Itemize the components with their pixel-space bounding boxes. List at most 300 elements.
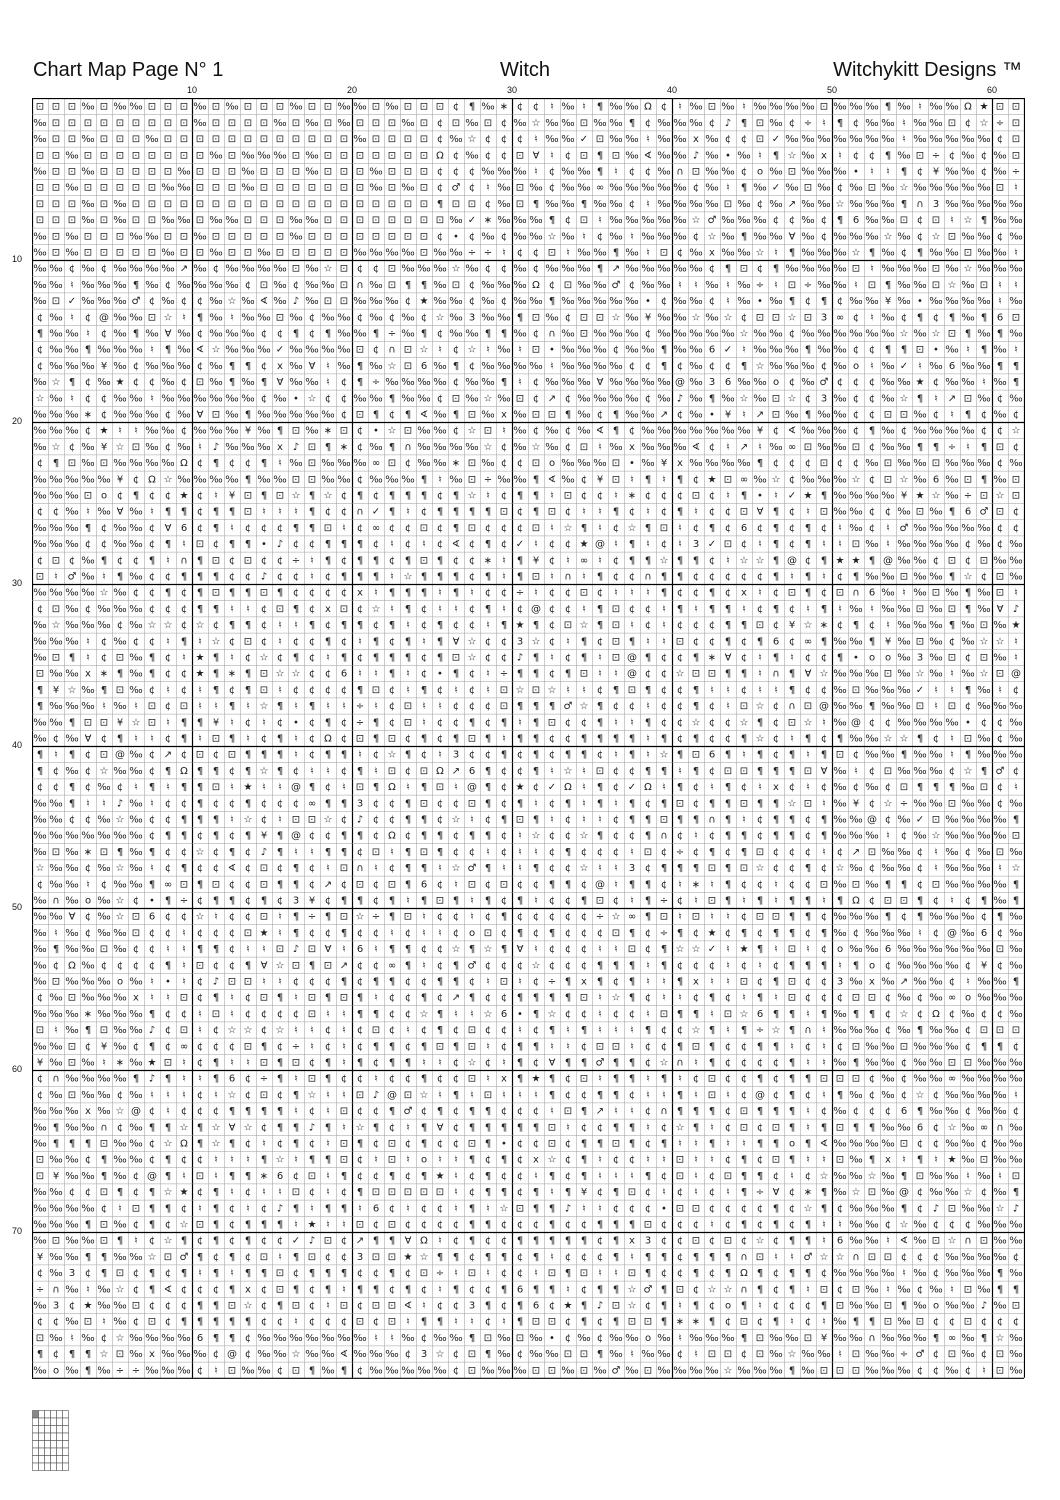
stitch-symbol: ¢ [212, 1025, 220, 1037]
stitch-symbol: ¶ [916, 911, 924, 923]
stitch-symbol: ¢ [964, 895, 972, 907]
stitch-symbol: ‰ [273, 263, 287, 275]
stitch-symbol: Ɐ [996, 603, 1004, 615]
stitch-symbol: ⊡ [835, 1365, 845, 1377]
stitch-symbol: ¢ [180, 1154, 188, 1166]
stitch-symbol: ✓ [515, 539, 525, 551]
stitch-symbol: ⊡ [467, 879, 477, 891]
stitch-symbol: ‰ [241, 182, 255, 194]
stitch-symbol: ¶ [740, 830, 748, 842]
stitch-symbol: 3 [820, 393, 828, 405]
stitch-symbol: ¶ [276, 1073, 284, 1085]
stitch-symbol: ¢ [36, 344, 44, 356]
stitch-symbol: ¢ [180, 587, 188, 599]
stitch-symbol: ¶ [308, 1365, 316, 1377]
stitch-symbol: ¢ [260, 1316, 268, 1328]
stitch-symbol: ♮ [534, 798, 538, 810]
stitch-symbol: ‰ [545, 441, 559, 453]
stitch-symbol: ⊡ [963, 1284, 973, 1296]
stitch-symbol: ♮ [326, 1138, 330, 1150]
stitch-symbol: ¶ [948, 620, 956, 632]
stitch-symbol: ¢ [308, 879, 316, 891]
stitch-symbol: ¶ [772, 1041, 780, 1053]
stitch-symbol: ‰ [65, 1122, 79, 1134]
stitch-symbol: ¢ [276, 1138, 284, 1150]
stitch-symbol: ♪ [692, 150, 700, 162]
stitch-symbol: ♮ [582, 765, 586, 777]
stitch-symbol: ¶ [116, 1187, 124, 1199]
stitch-symbol: ¶ [372, 409, 380, 421]
stitch-symbol: ¢ [212, 1284, 220, 1296]
stitch-symbol: ¢ [804, 1316, 812, 1328]
stitch-symbol: ‰ [49, 879, 63, 891]
stitch-symbol: ♮ [54, 927, 58, 939]
stitch-symbol: ¢ [196, 296, 204, 308]
stitch-symbol: ‰ [881, 441, 895, 453]
stitch-symbol: ⊡ [627, 944, 637, 956]
stitch-symbol: ¶ [404, 652, 412, 664]
stitch-symbol: ‰ [913, 182, 927, 194]
stitch-symbol: ‰ [737, 215, 751, 227]
stitch-symbol: ♮ [822, 717, 826, 729]
stitch-symbol: ¶ [660, 765, 668, 777]
stitch-symbol: ¢ [932, 1349, 940, 1361]
stitch-symbol: ∩ [388, 344, 396, 356]
stitch-symbol: ⊡ [451, 279, 461, 291]
stitch-symbol: ¶ [676, 749, 684, 761]
stitch-symbol: ♮ [54, 1025, 58, 1037]
stitch-symbol: ∞ [947, 1332, 957, 1344]
stitch-symbol: ‰ [481, 458, 495, 470]
stitch-symbol: ¢ [484, 1316, 492, 1328]
stitch-symbol: ‰ [641, 215, 655, 227]
stitch-symbol: ♮ [518, 344, 522, 356]
stitch-symbol: ‰ [929, 960, 943, 972]
stitch-symbol: ¢ [100, 733, 108, 745]
stitch-symbol: ⊡ [307, 1008, 317, 1020]
stitch-symbol: ⊡ [371, 1300, 381, 1312]
stitch-symbol: ⊡ [467, 458, 477, 470]
stitch-symbol: ‰ [849, 863, 863, 875]
stitch-symbol: ‰ [561, 198, 575, 210]
stitch-symbol: Ɐ [724, 652, 732, 664]
stitch-symbol: ¢ [900, 1057, 908, 1069]
stitch-symbol: ¶ [212, 1203, 220, 1215]
stitch-symbol: ♮ [406, 782, 410, 794]
stitch-symbol: ‰ [657, 182, 671, 194]
stitch-symbol: ¶ [532, 749, 540, 761]
stitch-symbol: ¢ [676, 1025, 684, 1037]
stitch-symbol: ‰ [49, 1089, 63, 1101]
stitch-symbol: ♮ [342, 782, 346, 794]
stitch-symbol: ¢ [516, 134, 524, 146]
stitch-symbol: ¶ [916, 782, 924, 794]
stitch-symbol: ¶ [388, 393, 396, 405]
stitch-symbol: ¶ [948, 506, 956, 518]
stitch-symbol: ¶ [772, 652, 780, 664]
stitch-symbol: ♪ [292, 441, 300, 453]
stitch-symbol: ¢ [148, 927, 156, 939]
stitch-symbol: ‰ [129, 749, 143, 761]
stitch-symbol: ¢ [436, 717, 444, 729]
stitch-symbol: ♮ [806, 1106, 810, 1118]
stitch-symbol: ‰ [353, 296, 367, 308]
stitch-symbol: ♮ [646, 1073, 650, 1085]
stitch-symbol: ¶ [820, 1300, 828, 1312]
stitch-symbol: ¶ [884, 911, 892, 923]
stitch-symbol: ⊡ [931, 279, 941, 291]
stitch-symbol: ¢ [772, 846, 780, 858]
stitch-symbol: ¶ [340, 1365, 348, 1377]
stitch-symbol: ¢ [788, 506, 796, 518]
stitch-symbol: ‰ [385, 1365, 399, 1377]
stitch-symbol: ‰ [49, 1219, 63, 1231]
stitch-symbol: ‰ [929, 182, 943, 194]
stitch-symbol: ¶ [100, 1268, 108, 1280]
stitch-symbol: ♮ [678, 765, 682, 777]
stitch-symbol: ¢ [500, 1300, 508, 1312]
stitch-symbol: ¶ [756, 1284, 764, 1296]
stitch-symbol: ‰ [113, 1219, 127, 1231]
stitch-symbol: ♮ [342, 701, 346, 713]
stitch-symbol: ⊡ [243, 215, 253, 227]
stitch-symbol: ¢ [756, 1122, 764, 1134]
stitch-symbol: ‰ [497, 198, 511, 210]
stitch-symbol: ¶ [244, 668, 252, 680]
stitch-symbol: ¢ [484, 636, 492, 648]
stitch-symbol: ¶ [596, 701, 604, 713]
stitch-symbol: ‰ [1009, 296, 1023, 308]
stitch-symbol: ‰ [417, 458, 431, 470]
stitch-symbol: ☆ [163, 620, 173, 632]
stitch-symbol: ∢ [195, 344, 205, 356]
stitch-symbol: ‰ [993, 166, 1007, 178]
stitch-symbol: ¶ [356, 830, 364, 842]
stitch-symbol: x [773, 782, 779, 794]
stitch-symbol: ∩ [404, 441, 412, 453]
stitch-symbol: ¶ [676, 603, 684, 615]
stitch-symbol: ¶ [84, 1138, 92, 1150]
stitch-symbol: ‰ [321, 1332, 335, 1344]
stitch-symbol: ¢ [660, 1235, 668, 1247]
stitch-symbol: o [964, 992, 972, 1004]
stitch-symbol: ¢ [708, 733, 716, 745]
stitch-symbol: ‰ [577, 393, 591, 405]
stitch-symbol: ¶ [516, 1041, 524, 1053]
stitch-symbol: ¢ [564, 1008, 572, 1020]
stitch-symbol: ☆ [323, 814, 333, 826]
stitch-symbol: ☆ [755, 1235, 765, 1247]
stitch-symbol: ¶ [868, 1316, 876, 1328]
stitch-symbol: ‰ [129, 506, 143, 518]
stitch-symbol: ¢ [164, 490, 172, 502]
stitch-symbol: ‰ [993, 830, 1007, 842]
stitch-symbol: ¶ [500, 749, 508, 761]
stitch-symbol: ‰ [49, 409, 63, 421]
stitch-symbol: ‰ [65, 182, 79, 194]
stitch-symbol: ¢ [564, 652, 572, 664]
stitch-symbol: ¢ [340, 1235, 348, 1247]
stitch-symbol: ✓ [771, 134, 781, 146]
stitch-symbol: ⊡ [611, 458, 621, 470]
stitch-symbol: ¶ [804, 1268, 812, 1280]
stitch-symbol: ☆ [387, 425, 397, 437]
stitch-symbol: ‰ [209, 393, 223, 405]
stitch-symbol: ¶ [148, 782, 156, 794]
stitch-symbol: ⊡ [211, 101, 221, 113]
stitch-symbol: ⊡ [755, 1332, 765, 1344]
stitch-symbol: ☆ [611, 911, 621, 923]
stitch-symbol: ¢ [516, 1268, 524, 1280]
stitch-symbol: ♮ [614, 1268, 618, 1280]
stitch-symbol: ‰ [769, 360, 783, 372]
stitch-symbol: ☆ [963, 765, 973, 777]
stitch-symbol: ♮ [70, 312, 74, 324]
stitch-symbol: ¢ [772, 1170, 780, 1182]
stitch-symbol: ♮ [438, 474, 442, 486]
stitch-symbol: ♪ [292, 296, 300, 308]
stitch-symbol: ¶ [804, 539, 812, 551]
stitch-symbol: ☆ [883, 733, 893, 745]
stitch-symbol: ‰ [977, 701, 991, 713]
stitch-symbol: ⊡ [355, 1316, 365, 1328]
stitch-symbol: ¶ [676, 814, 684, 826]
stitch-symbol: ☆ [739, 393, 749, 405]
stitch-symbol: ‰ [945, 1025, 959, 1037]
stitch-symbol: ¢ [516, 1106, 524, 1118]
stitch-symbol: ‰ [401, 1365, 415, 1377]
stitch-symbol: ¶ [340, 927, 348, 939]
stitch-symbol: ¢ [996, 393, 1004, 405]
stitch-symbol: ⊡ [403, 911, 413, 923]
stitch-symbol: ‰ [753, 215, 767, 227]
stitch-symbol: ¶ [212, 1057, 220, 1069]
stitch-symbol: ‰ [385, 1349, 399, 1361]
pattern-name: Witch [500, 59, 550, 81]
stitch-symbol: ‰ [945, 247, 959, 259]
stitch-symbol: ¢ [532, 1219, 540, 1231]
stitch-symbol: ¶ [788, 1089, 796, 1101]
stitch-symbol: ♮ [214, 701, 218, 713]
stitch-symbol: ♮ [726, 555, 730, 567]
stitch-symbol: ¢ [452, 701, 460, 713]
stitch-symbol: ¢ [452, 150, 460, 162]
stitch-symbol: ¢ [164, 1268, 172, 1280]
stitch-symbol: ¢ [996, 782, 1004, 794]
stitch-symbol: ‰ [929, 636, 943, 648]
stitch-symbol: ¶ [596, 571, 604, 583]
stitch-symbol: ‰ [497, 474, 511, 486]
stitch-symbol: ⊡ [355, 344, 365, 356]
stitch-symbol: ¢ [420, 652, 428, 664]
stitch-symbol: ‰ [833, 879, 847, 891]
stitch-symbol: ¶ [84, 344, 92, 356]
stitch-symbol: ♮ [294, 733, 298, 745]
stitch-symbol: ¢ [788, 782, 796, 794]
stitch-symbol: ¢ [308, 1057, 316, 1069]
stitch-symbol: ‰ [705, 458, 719, 470]
stitch-symbol: ☆ [51, 620, 61, 632]
stitch-symbol: ‰ [305, 1349, 319, 1361]
stitch-symbol: ¢ [468, 279, 476, 291]
stitch-symbol: ‰ [977, 296, 991, 308]
stitch-symbol: ¶ [180, 1235, 188, 1247]
stitch-symbol: 6 [900, 1106, 908, 1118]
stitch-symbol: ‰ [865, 1057, 879, 1069]
stitch-symbol: ‰ [65, 668, 79, 680]
stitch-symbol: ‰ [737, 150, 751, 162]
stitch-symbol: ⊡ [179, 198, 189, 210]
stitch-symbol: ⊡ [579, 150, 589, 162]
stitch-symbol: ♮ [454, 1203, 458, 1215]
stitch-symbol: ‰ [785, 182, 799, 194]
stitch-symbol: ¢ [500, 895, 508, 907]
stitch-symbol: ¢ [404, 539, 412, 551]
stitch-symbol: ⊡ [547, 1268, 557, 1280]
stitch-symbol: ⊡ [339, 1300, 349, 1312]
stitch-symbol: ¢ [292, 279, 300, 291]
stitch-symbol: ⊡ [467, 733, 477, 745]
stitch-symbol: ¶ [244, 1106, 252, 1118]
stitch-symbol: ¢ [420, 668, 428, 680]
stitch-symbol: ⊡ [403, 134, 413, 146]
stitch-symbol: ‰ [993, 344, 1007, 356]
stitch-symbol: ¶ [500, 911, 508, 923]
stitch-symbol: ‰ [961, 1073, 975, 1085]
stitch-symbol: ⊡ [1011, 312, 1021, 324]
stitch-symbol: ♮ [982, 377, 986, 389]
stitch-symbol: ¢ [484, 1025, 492, 1037]
stitch-symbol: ¶ [532, 506, 540, 518]
stitch-symbol: ¶ [452, 522, 460, 534]
stitch-symbol: ✓ [67, 296, 77, 308]
stitch-symbol: ⊡ [483, 425, 493, 437]
stitch-symbol: ¶ [356, 1284, 364, 1296]
stitch-symbol: ¢ [836, 620, 844, 632]
stitch-symbol: ★ [531, 1073, 541, 1085]
stitch-symbol: ¢ [692, 1219, 700, 1231]
stitch-symbol: ☆ [691, 215, 701, 227]
stitch-symbol: ‰ [673, 1365, 687, 1377]
stitch-symbol: x [629, 441, 635, 453]
stitch-symbol: ‰ [929, 765, 943, 777]
stitch-symbol: ♮ [630, 587, 634, 599]
stitch-symbol: ♮ [1014, 182, 1018, 194]
stitch-symbol: ‰ [401, 393, 415, 405]
stitch-symbol: ¢ [548, 539, 556, 551]
stitch-symbol: ¢ [404, 1170, 412, 1182]
stitch-symbol: ⊡ [611, 636, 621, 648]
stitch-symbol: ♮ [278, 684, 282, 696]
stitch-symbol: ¢ [948, 976, 956, 988]
stitch-symbol: ♮ [726, 1089, 730, 1101]
stitch-symbol: ♮ [198, 1073, 202, 1085]
stitch-symbol: ♮ [726, 1187, 730, 1199]
stitch-symbol: ¢ [548, 960, 556, 972]
stitch-symbol: ‰ [49, 1008, 63, 1020]
stitch-symbol: ¶ [500, 1122, 508, 1134]
stitch-symbol: ¢ [196, 458, 204, 470]
stitch-symbol: ⊡ [419, 798, 429, 810]
stitch-symbol: ¢ [116, 555, 124, 567]
stitch-symbol: ‰ [993, 1219, 1007, 1231]
stitch-symbol: ⊡ [467, 1073, 477, 1085]
stitch-symbol: • [645, 296, 651, 308]
stitch-symbol: ‰ [833, 1170, 847, 1182]
stitch-symbol: ♮ [934, 393, 938, 405]
stitch-symbol: ¢ [676, 1187, 684, 1199]
stitch-symbol: ‰ [865, 571, 879, 583]
stitch-symbol: ☆ [627, 522, 637, 534]
stitch-symbol: ‰ [977, 247, 991, 259]
stitch-symbol: ♮ [774, 944, 778, 956]
stitch-symbol: ‰ [49, 992, 63, 1004]
stitch-symbol: ‰ [417, 263, 431, 275]
stitch-symbol: ♮ [70, 1332, 74, 1344]
stitch-symbol: ¶ [244, 1170, 252, 1182]
stitch-symbol: ¢ [452, 1138, 460, 1150]
stitch-symbol: ¶ [452, 409, 460, 421]
stitch-symbol: ¢ [36, 506, 44, 518]
stitch-symbol: ¢ [740, 1089, 748, 1101]
stitch-symbol: ‰ [161, 360, 175, 372]
stitch-symbol: ‰ [257, 474, 271, 486]
stitch-symbol: ⊡ [579, 441, 589, 453]
stitch-symbol: ⊡ [147, 247, 157, 259]
stitch-symbol: ¢ [676, 701, 684, 713]
stitch-symbol: ☆ [483, 1008, 493, 1020]
stitch-symbol: ♮ [662, 603, 666, 615]
stitch-symbol: ¶ [788, 1122, 796, 1134]
stitch-symbol: ¢ [564, 1073, 572, 1085]
stitch-symbol: ¢ [868, 717, 876, 729]
stitch-symbol: ‰ [897, 441, 911, 453]
stitch-symbol: o [420, 1154, 428, 1166]
stitch-symbol: ⊡ [995, 182, 1005, 194]
stitch-symbol: ‰ [993, 1154, 1007, 1166]
stitch-symbol: ¢ [276, 1235, 284, 1247]
stitch-symbol: ¢ [468, 571, 476, 583]
stitch-symbol: ‰ [625, 328, 639, 340]
stitch-symbol: ★ [147, 1057, 157, 1069]
stitch-symbol: ⊡ [387, 134, 397, 146]
stitch-symbol: ☆ [451, 863, 461, 875]
stitch-symbol: ‰ [833, 1025, 847, 1037]
stitch-symbol: ♮ [374, 701, 378, 713]
stitch-symbol: 6 [708, 749, 716, 761]
stitch-symbol: ⊡ [99, 182, 109, 194]
stitch-symbol: ‰ [65, 976, 79, 988]
stitch-symbol: ⊡ [163, 1057, 173, 1069]
stitch-symbol: ♮ [902, 587, 906, 599]
stitch-symbol: ¶ [244, 798, 252, 810]
stitch-symbol: ⊡ [195, 377, 205, 389]
stitch-symbol: ♮ [86, 652, 90, 664]
stitch-symbol: ¢ [452, 1025, 460, 1037]
stitch-symbol: ⊡ [723, 198, 733, 210]
stitch-symbol: ‰ [465, 441, 479, 453]
stitch-symbol: ‰ [945, 474, 959, 486]
stitch-symbol: ¢ [500, 522, 508, 534]
stitch-symbol: ⊡ [243, 1041, 253, 1053]
stitch-symbol: ⊡ [595, 895, 605, 907]
stitch-symbol: ¶ [644, 830, 652, 842]
stitch-symbol: ‰ [865, 117, 879, 129]
stitch-symbol: ¢ [116, 960, 124, 972]
stitch-symbol: ⊡ [723, 474, 733, 486]
stitch-symbol: ‰ [913, 425, 927, 437]
stitch-symbol: ¶ [740, 1332, 748, 1344]
